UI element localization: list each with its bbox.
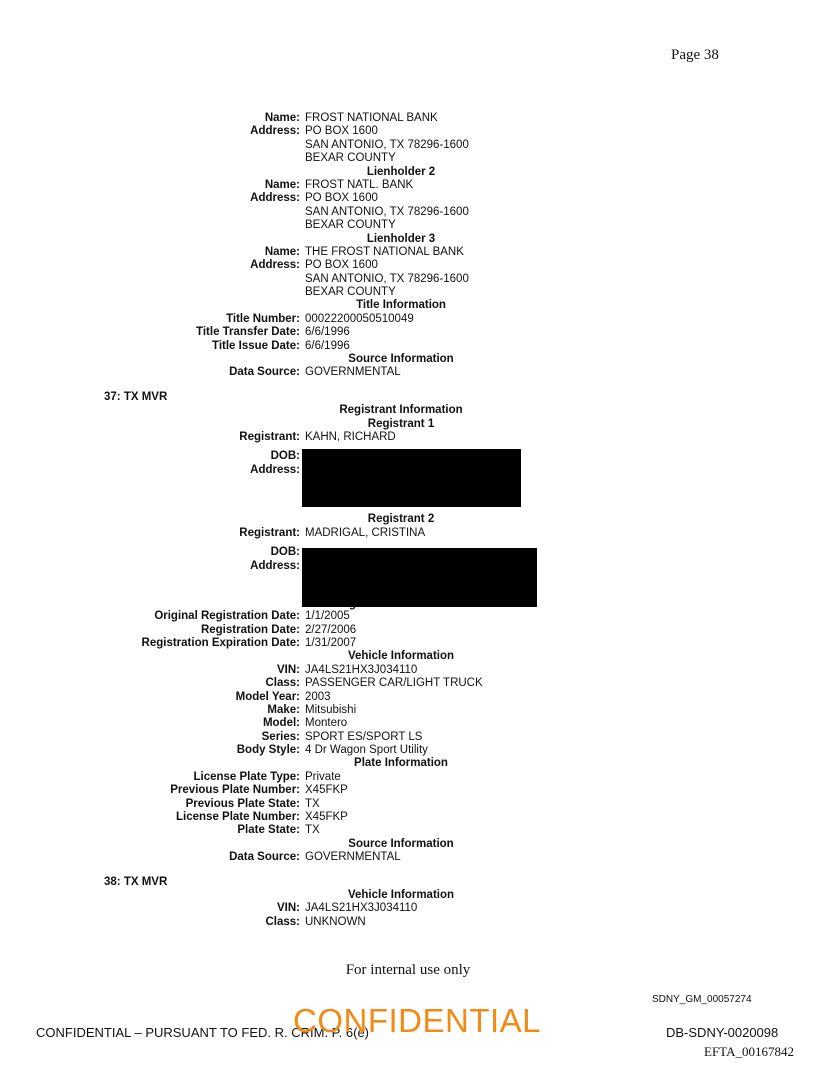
field-value: X45FKP [305, 784, 348, 797]
field-value: KAHN, RICHARD [305, 430, 396, 443]
field-value: THE FROST NATIONAL BANK [305, 245, 464, 258]
lienholder2-name-row [0, 179, 816, 192]
plate-row [0, 784, 816, 797]
internal-use-note: For internal use only [345, 962, 471, 978]
record-area [0, 112, 816, 929]
page-number: Page 38 [671, 47, 719, 63]
source-row [0, 851, 816, 864]
field-label: Address: [250, 463, 300, 476]
field-value: MADRIGAL, CRISTINA [305, 526, 426, 539]
plate-row [0, 771, 816, 784]
field-value: FROST NATL. BANK [305, 178, 414, 191]
field-label: Registration Date: [200, 623, 300, 636]
address-line [0, 286, 816, 299]
lienholder3-name-row [0, 246, 816, 259]
address-row [0, 464, 816, 477]
section-heading: Title Information [356, 299, 446, 312]
vehicle-row [0, 744, 816, 757]
field-value: TX [305, 797, 320, 810]
field-value: PASSENGER CAR/LIGHT TRUCK [305, 677, 483, 690]
field-value: 1/1/2005 [305, 610, 350, 623]
confidential-notice: CONFIDENTIAL – PURSUANT TO FED. R. CRIM. P. 6(e) [36, 1025, 370, 1040]
field-value: Montero [305, 717, 348, 730]
bates-number: SDNY_GM_00057274 [652, 994, 752, 1005]
field-value: JA4LS21HX3J034110 [305, 902, 418, 915]
field-value: 6/6/1996 [305, 326, 350, 339]
section-heading: Lienholder 3 [366, 232, 436, 245]
section-heading: Source Information [348, 837, 454, 850]
vehicle-row [0, 677, 816, 690]
field-value: TX [305, 824, 320, 837]
field-label: Title Transfer Date: [196, 326, 300, 339]
field-value: 1/31/2007 [305, 636, 357, 649]
lienholder3-address-row [0, 259, 816, 272]
section-heading: Source Information [348, 353, 454, 366]
registration-row [0, 610, 816, 623]
field-label: Data Source: [229, 366, 300, 379]
section-heading: Plate Information [354, 757, 448, 770]
field-value: SAN ANTONIO, TX 78296-1600 [305, 205, 469, 218]
field-value: PO BOX 1600 [305, 192, 378, 205]
field-label: Title Issue Date: [212, 339, 300, 352]
section-heading: Vehicle Information [347, 888, 455, 901]
field-value: BEXAR COUNTY [305, 152, 396, 165]
vehicle-row [0, 731, 816, 744]
field-value: 4 Dr Wagon Sport Utility [305, 744, 428, 757]
section-heading: Registrant 1 [367, 417, 435, 430]
field-label: Previous Plate State: [185, 797, 300, 810]
registrant1-row [0, 431, 816, 444]
document-id: DB-SDNY-0020098 [666, 1025, 779, 1040]
field-value: X45FKP [305, 811, 348, 824]
plate-row [0, 824, 816, 837]
field-value: PO BOX 1600 [305, 259, 378, 272]
vehicle-row [0, 691, 816, 704]
lienholder2-address-row [0, 192, 816, 205]
vehicle-row [0, 717, 816, 730]
field-label: DOB: [270, 450, 300, 463]
field-value: 6/6/1996 [305, 339, 350, 352]
address-line [0, 219, 816, 232]
field-label: Model: [262, 717, 300, 730]
field-label: Name: [264, 112, 300, 124]
field-label: Plate State: [237, 824, 300, 837]
field-value: GOVERNMENTAL [305, 366, 401, 379]
field-label: VIN: [277, 663, 300, 676]
field-value: SAN ANTONIO, TX 78296-1600 [305, 272, 469, 285]
source-row [0, 366, 816, 379]
field-label: Data Source: [229, 851, 300, 864]
section-heading: Registrant Information [339, 404, 463, 417]
vehicle-row [0, 916, 816, 929]
registration-row [0, 624, 816, 637]
title-row [0, 326, 816, 339]
field-label: Class: [265, 677, 300, 690]
field-value: FROST NATIONAL BANK [305, 112, 438, 124]
field-label: Series: [261, 730, 300, 743]
plate-row [0, 811, 816, 824]
field-label: Model Year: [235, 690, 300, 703]
registration-row [0, 637, 816, 650]
field-label: Address: [250, 559, 300, 572]
record-title: 38: TX MVR [104, 875, 168, 888]
address-line [0, 152, 816, 165]
efta-id: EFTA_00167842 [704, 1044, 794, 1059]
section-heading: Lienholder 2 [366, 165, 436, 178]
lienholder1-name-row [0, 112, 816, 125]
field-label: Address: [250, 259, 300, 272]
field-value: BEXAR COUNTY [305, 286, 396, 299]
address-line [0, 206, 816, 219]
registrant1-redacted-block [0, 450, 816, 513]
field-label: Name: [264, 178, 300, 191]
field-label: Address: [250, 192, 300, 205]
field-value: Private [305, 770, 341, 783]
field-value: SPORT ES/SPORT LS [305, 730, 423, 743]
field-value: BEXAR COUNTY [305, 219, 396, 232]
field-label: Name: [264, 245, 300, 258]
field-value: 00022200050510049 [305, 312, 414, 325]
field-label: Previous Plate Number: [170, 784, 300, 797]
field-value: UNKNOWN [305, 915, 366, 928]
dob-row [0, 450, 816, 463]
field-label: Body Style: [236, 744, 300, 757]
field-label: Original Registration Date: [154, 610, 300, 623]
title-row [0, 313, 816, 326]
registrant2-redacted-block [0, 546, 816, 610]
field-label: VIN: [277, 902, 300, 915]
record-title: 37: TX MVR [104, 390, 168, 403]
title-row [0, 340, 816, 353]
address-line [0, 139, 816, 152]
field-label: DOB: [270, 546, 300, 559]
field-value: GOVERNMENTAL [305, 851, 401, 864]
field-label: Class: [265, 915, 300, 928]
field-label: Registrant: [239, 526, 300, 539]
field-value: 2/27/2006 [305, 623, 357, 636]
field-label: Title Number: [226, 312, 300, 325]
field-label: License Plate Number: [176, 811, 300, 824]
field-value: Mitsubishi [305, 703, 357, 716]
field-label: License Plate Type: [193, 770, 300, 783]
vehicle-row [0, 664, 816, 677]
field-value: 2003 [305, 690, 331, 703]
lienholder1-address-row [0, 125, 816, 138]
field-value: PO BOX 1600 [305, 125, 378, 138]
section-heading: Registrant 2 [367, 513, 435, 526]
field-label: Registrant: [239, 430, 300, 443]
vehicle-row [0, 902, 816, 915]
field-value: JA4LS21HX3J034110 [305, 663, 418, 676]
section-heading: Vehicle Information [347, 650, 455, 663]
confidential-stamp: CONFIDENTIAL [293, 1002, 542, 1039]
field-label: Make: [267, 703, 300, 716]
field-label: Registration Expiration Date: [141, 636, 300, 649]
redaction-box [302, 548, 537, 607]
field-value: SAN ANTONIO, TX 78296-1600 [305, 138, 469, 151]
plate-row [0, 798, 816, 811]
field-label: Address: [250, 125, 300, 138]
registrant2-row [0, 527, 816, 540]
address-line [0, 273, 816, 286]
vehicle-row [0, 704, 816, 717]
